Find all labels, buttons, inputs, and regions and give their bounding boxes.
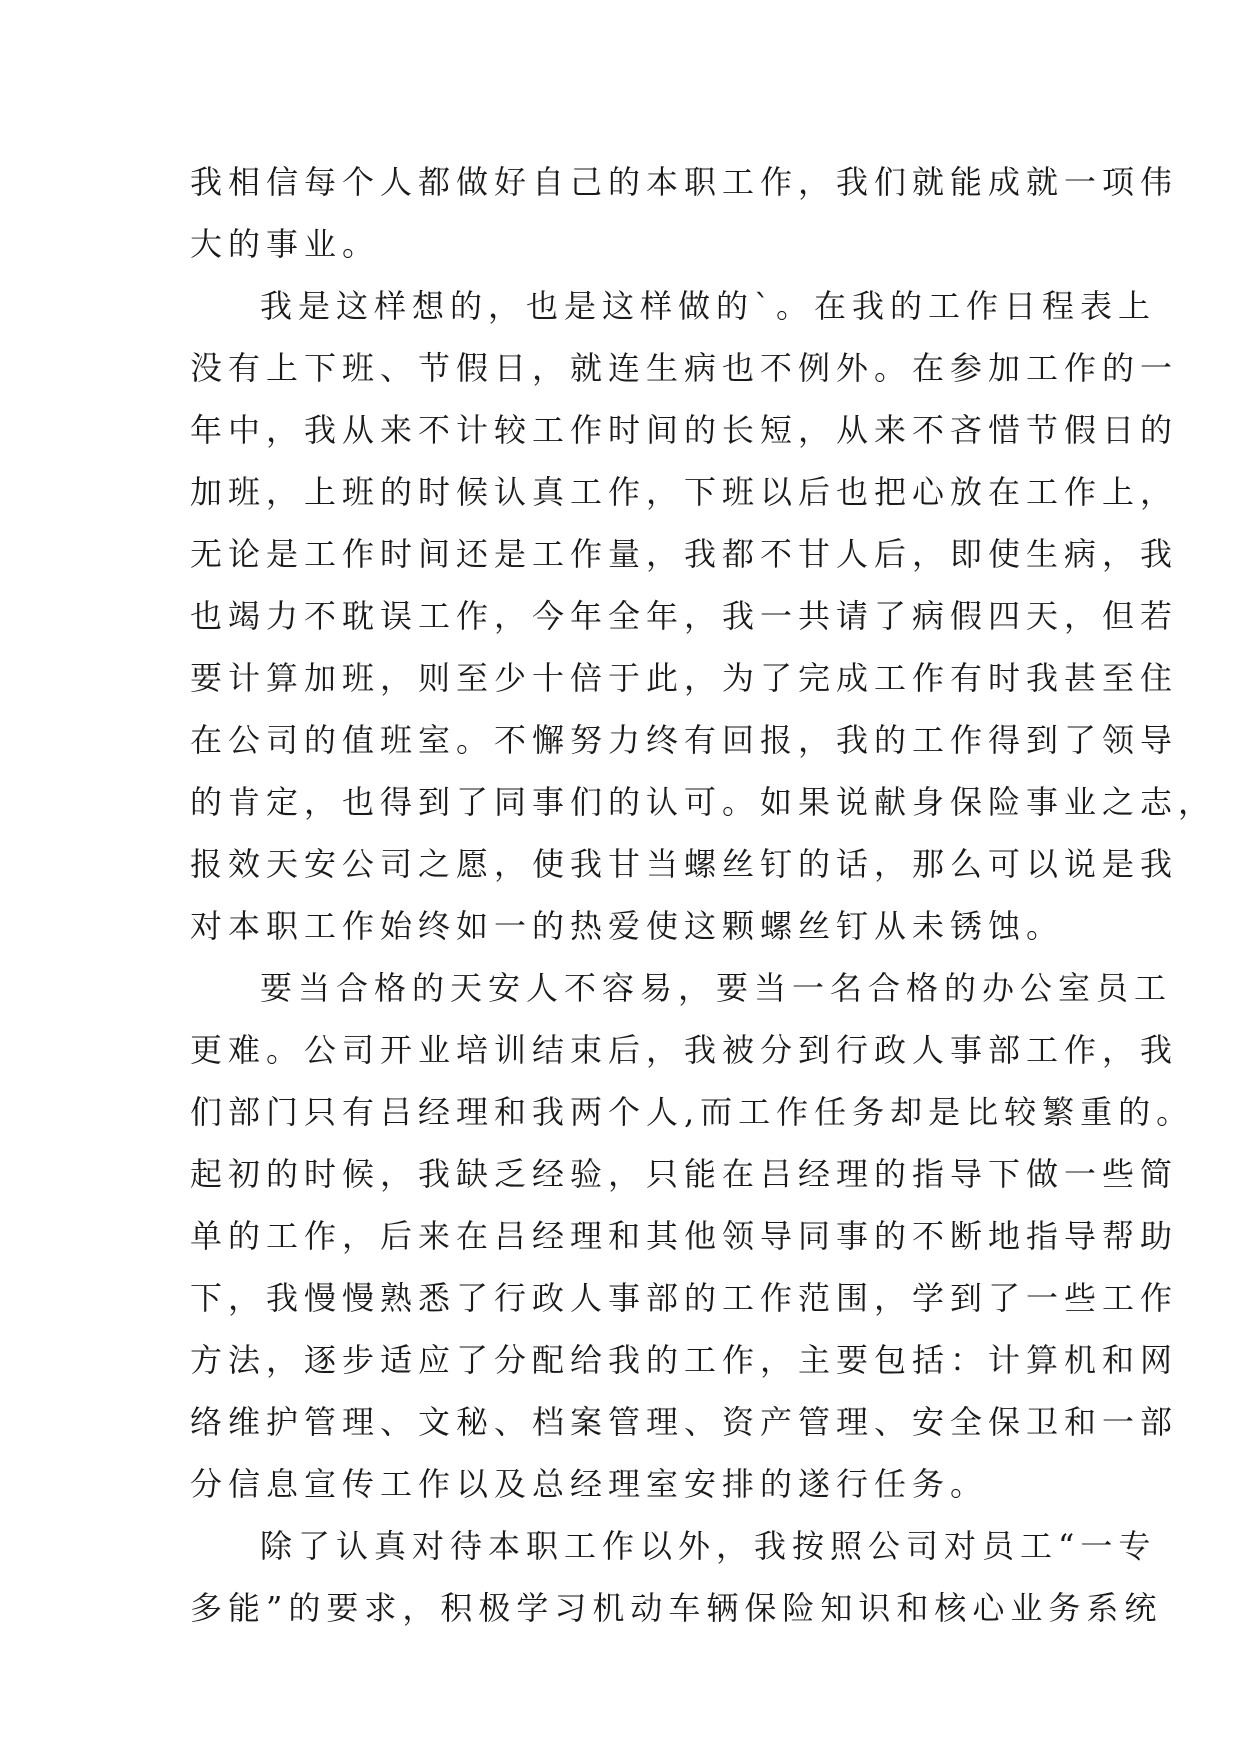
text-line: 多能”的要求，积极学习机动车辆保险知识和核心业务系统	[190, 1589, 1163, 1627]
text-line: 要计算加班，则至少十倍于此，为了完成工作有时我甚至住	[190, 659, 1179, 697]
text-line: 也竭力不耽误工作，今年全年，我一共请了病假四天，但若	[190, 597, 1179, 635]
text-line: 大的事业。	[190, 225, 381, 263]
text-line: 在公司的值班室。不懈努力终有回报，我的工作得到了领导	[190, 721, 1179, 759]
text-line: 我相信每个人都做好自己的本职工作，我们就能成就一项伟	[190, 163, 1179, 201]
text-line: 加班，上班的时候认真工作，下班以后也把心放在工作上，	[190, 473, 1179, 511]
text-line: 起初的时候，我缺乏经验，只能在吕经理的指导下做一些简	[190, 1155, 1179, 1193]
text-line: 分信息宣传工作以及总经理室安排的遂行任务。	[190, 1465, 989, 1503]
text-line: 年中，我从来不计较工作时间的长短，从来不吝惜节假日的	[190, 411, 1179, 449]
text-line: 对本职工作始终如一的热爱使这颗螺丝钉从未锈蚀。	[190, 907, 1065, 945]
text-line: 单的工作，后来在吕经理和其他领导同事的不断地指导帮助	[190, 1217, 1179, 1255]
text-line: 的肯定，也得到了同事们的认可。如果说献身保险事业之志，	[190, 783, 1217, 821]
text-line: 更难。公司开业培训结束后，我被分到行政人事部工作，我	[190, 1031, 1179, 1069]
text-line: 无论是工作时间还是工作量，我都不甘人后，即使生病，我	[190, 535, 1179, 573]
document-body	[190, 151, 1217, 1639]
text-line: 除了认真对待本职工作以外，我按照公司对员工“一专	[260, 1527, 1157, 1565]
text-line: 报效天安公司之愿，使我甘当螺丝钉的话，那么可以说是我	[190, 845, 1179, 883]
text-line: 没有上下班、节假日，就连生病也不例外。在参加工作的一	[190, 349, 1179, 387]
text-line: 方法，逐步适应了分配给我的工作，主要包括：计算机和网	[190, 1341, 1179, 1379]
text-line: 要当合格的天安人不容易，要当一名合格的办公室员工	[260, 969, 1173, 1007]
text-line: 们部门只有吕经理和我两个人,而工作任务却是比较繁重的。	[190, 1093, 1195, 1131]
text-line: 我是这样想的，也是这样做的`。在我的工作日程表上	[260, 287, 1157, 325]
text-line: 络维护管理、文秘、档案管理、资产管理、安全保卫和一部	[190, 1403, 1179, 1441]
text-line: 下，我慢慢熟悉了行政人事部的工作范围，学到了一些工作	[190, 1279, 1179, 1317]
